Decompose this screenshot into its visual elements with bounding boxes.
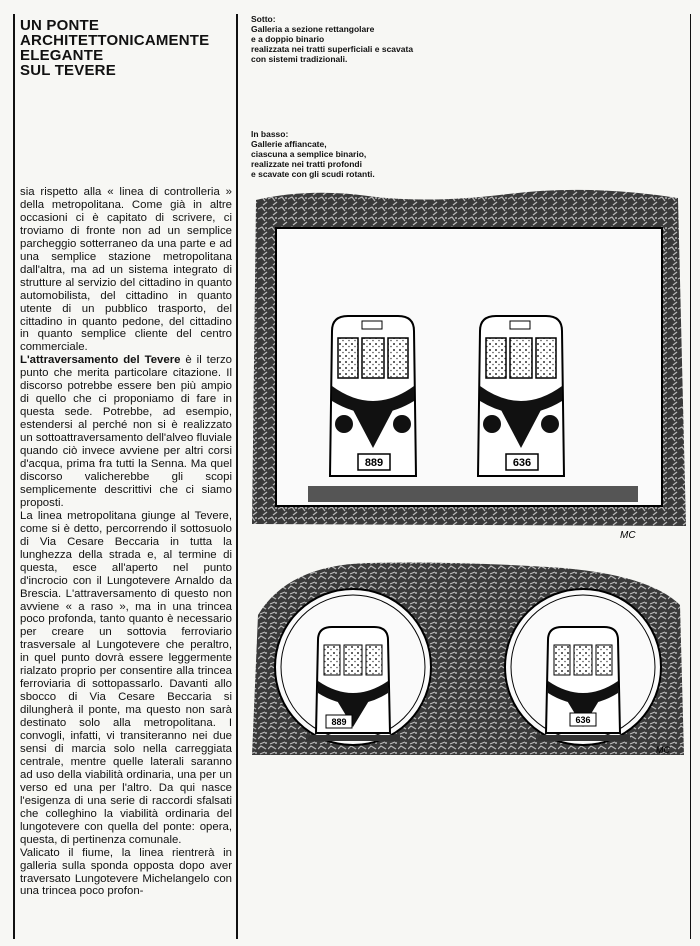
article-title (20, 18, 230, 78)
caption-line: e a doppio binario (251, 34, 325, 44)
caption-heading: Sotto: (251, 14, 276, 24)
body-paragraph: La linea metropolitana giunge al Tevere, come si è detto, percorrendo il sottosuolo di Via Cesare Beccaria in tutta la lunghezza della strada e, al termine di questa, esce all'aperto nel punto d'incrocio con il Lungotevere Arnaldo da Brescia. L'attraversamento di questo non avviene « a raso », ma in una trincea poco profonda, tanto quanto è necessario per creare un sottovia ferroviario trasversale al Lungotevere che peraltro, in quel punto dovrà essere leggermente rialzato proprio per consentire alla trincea ferroviaria di sottopassarlo. Davanti allo sbocco di Via Cesare Beccaria si dilungherà il ponte, ma questo non sarà destinato solo alla metropolitana. I convogli, infatti, vi transiteranno nei due sensi di marcia solo nella carreggiata centrale, mentre quelle laterali saranno ad uso della viabilità ordinaria, una per un verso ed una per l'altro. Da qui nasce l'esigenza di una serie di raccordi sfalsati che colleghino la viabilità ordinaria del lungotevere con quella del ponte: opera, questa, di pertinenza comunale. (20, 509, 232, 846)
rectangular-tunnel-illustration (248, 186, 688, 541)
title-line: ELEGANTE (20, 47, 104, 64)
article-body (20, 186, 232, 898)
title-line: SUL TEVERE (20, 62, 116, 79)
caption-line: Gallerie affiancate, (251, 139, 327, 149)
tunnel-ring-right (505, 589, 661, 745)
caption-line: Galleria a sezione rettangolare (251, 24, 375, 34)
body-paragraph-text: è il terzo punto che merita particolare citazione. Il discorso potrebbe essere ben più ampio di quello che ci proponiamo di fare in questa sede. Potrebbe, ad esempio, estendersi al perché non si è realizzato un sottoattraversamento dell'alveo fluviale quando ciò invece avviene per altri corsi d'acqua, prima fra tutti la Senna. Ma quel discorso valicherebbe gli scopi semplicemente descrittivi che ci siamo proposti. (20, 354, 232, 509)
title-line: UN PONTE (20, 17, 100, 34)
caption-heading: In basso: (251, 129, 289, 139)
tunnel-ring-left (275, 589, 431, 745)
train-number-label: 636 (512, 457, 532, 469)
train-number-label: 889 (364, 457, 384, 469)
right-margin-rule (690, 14, 691, 939)
train-number-label: 889 (331, 717, 347, 727)
body-paragraph: Valicato il fiume, la linea rientrerà in galleria sulla sponda opposta dopo aver traversato Lungotevere Michelangelo con una trincea poco profon- (20, 846, 232, 898)
column-divider-rule (236, 14, 238, 939)
caption-line: e scavate con gli scudi rotanti. (251, 169, 375, 179)
train-front-left (330, 316, 416, 476)
artist-signature: MC (620, 530, 636, 541)
caption-bottom (251, 129, 375, 179)
train-front-right (478, 316, 564, 476)
caption-line: realizzate nei tratti profondi (251, 159, 362, 169)
artist-signature: MC (656, 745, 670, 755)
section-lead: L'attraversamento del Tevere (20, 354, 181, 367)
train-number-label: 636 (575, 715, 591, 725)
body-paragraph (20, 354, 232, 509)
caption-top (251, 14, 413, 64)
caption-line: ciascuna a semplice binario, (251, 149, 367, 159)
circular-tunnels-illustration (248, 555, 688, 765)
caption-line: con sistemi tradizionali. (251, 54, 348, 64)
caption-line: realizzata nei tratti superficiali e scavata (251, 44, 414, 54)
body-paragraph: sia rispetto alla « linea di controlleria » della metropolitana. Come già in altre occasioni ci è capitato di scrivere, ci troviamo di fronte non ad un semplice parcheggio sotterraneo da una parte e ad una semplice stazione metropolitana dall'altra, ma ad un sistema integrato di strutture al servizio del cittadino in quanto automobilista, del cittadino in quanto utente di un pubblico trasporto, del cittadino in quanto pedone, del cittadino in quanto semplice cliente del centro commerciale. (20, 186, 232, 354)
left-column-rule (13, 14, 15, 939)
title-line: ARCHITETTONICAMENTE (20, 32, 210, 49)
